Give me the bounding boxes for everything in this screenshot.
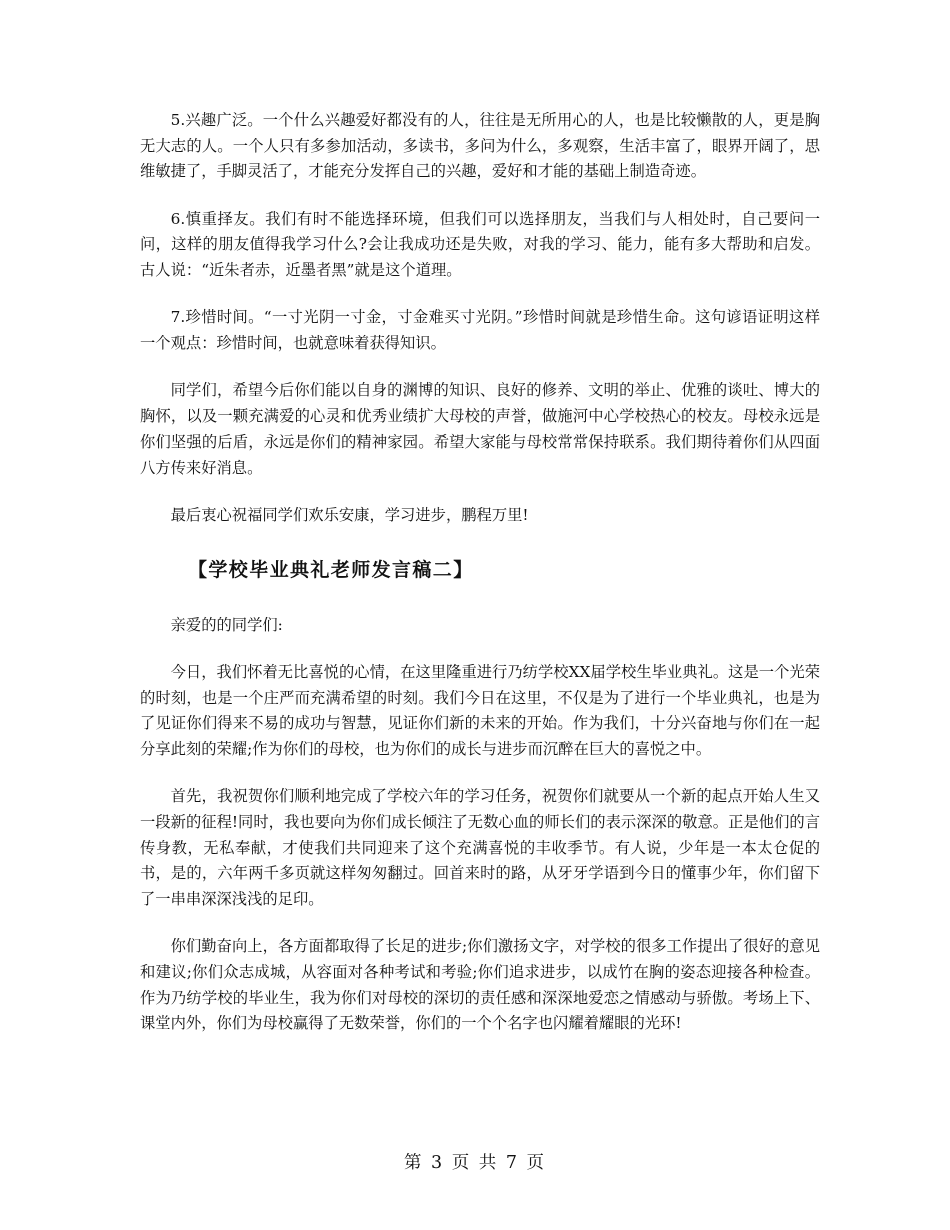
section-heading: 【学校毕业典礼老师发言稿二】 — [188, 558, 474, 581]
paragraph-congratulations: 首先，我祝贺你们顺利地完成了学校六年的学习任务，祝贺你们就要从一个新的起点开始人生又一段新的征程!同时，我也要向为你们成长倾注了无数心血的师长们的表示深深的敬意。正是他们的言传身教，无私奉献，才使我们共同迎来了这个充满喜悦的丰收季节。有人说，少年是一本太仓促的书，是的，六年两千多页就这样匆匆翻过。回首来时的路，从牙牙学语到今日的懂事少年，你们留下了一串串深深浅浅的足印。 — [140, 787, 820, 909]
paragraph-progress: 你们勤奋向上，各方面都取得了长足的进步;你们激扬文字，对学校的很多工作提出了很好的意见和建议;你们众志成城，从容面对各种考试和考验;你们追求进步，以成竹在胸的姿态迎接各种检查。作为乃纺学校的毕业生，我为你们对母校的深切的责任感和深深地爱恋之情感动与骄傲。考场上下、课堂内外，你们为母校赢得了无数荣誉，你们的一个个名字也闪耀着耀眼的光环! — [140, 937, 820, 1033]
page-content — [140, 108, 820, 1059]
paragraph-blessing: 最后衷心祝福同学们欢乐安康，学习进步，鹏程万里! — [170, 505, 529, 524]
paragraph-salutation: 亲爱的的同学们: — [170, 615, 283, 634]
paragraph-time: 7.珍惜时间。“一寸光阴一寸金，寸金难买寸光阴。”珍惜时间就是珍惜生命。这句谚语证明这样一个观点：珍惜时间，也就意味着获得知识。 — [140, 308, 820, 353]
paragraph-friends: 6.慎重择友。我们有时不能选择环境，但我们可以选择朋友，当我们与人相处时，自己要问一问，这样的朋友值得我学习什么?会让我成功还是失败，对我的学习、能力，能有多大帮助和启发。古人说：“近朱者赤，近墨者黑”就是这个道理。 — [140, 209, 820, 280]
paragraph-interest: 5.兴趣广泛。一个什么兴趣爱好都没有的人，往往是无所用心的人，也是比较懒散的人，更是胸无大志的人。一个人只有多参加活动，多读书，多问为什么，多观察，生活丰富了，眼界开阔了，思维敏捷了，手脚灵活了，才能充分发挥自己的兴趣，爱好和才能的基础上制造奇迹。 — [140, 111, 820, 181]
paragraph-hope: 同学们，希望今后你们能以自身的渊博的知识、良好的修养、文明的举止、优雅的谈吐、博大的胸怀，以及一颗充满爱的心灵和优秀业绩扩大母校的声誉，做施河中心学校热心的校友。母校永远是你们坚强的后盾，永远是你们的精神家园。希望大家能与母校常常保持联系。我们期待着你们从四面八方传来好消息。 — [140, 381, 820, 477]
page-number-footer: 第 3 页 共 7 页 — [403, 1153, 547, 1173]
paragraph-today: 今日，我们怀着无比喜悦的心情，在这里隆重进行乃纺学校XX届学校生毕业典礼。这是一个光荣的时刻，也是一个庄严而充满希望的时刻。我们今日在这里，不仅是为了进行一个毕业典礼，也是为了见证你们得来不易的成功与智慧，见证你们新的未来的开始。作为我们，十分兴奋地与你们在一起分享此刻的荣耀;作为你们的母校，也为你们的成长与进步而沉醉在巨大的喜悦之中。 — [140, 662, 820, 758]
